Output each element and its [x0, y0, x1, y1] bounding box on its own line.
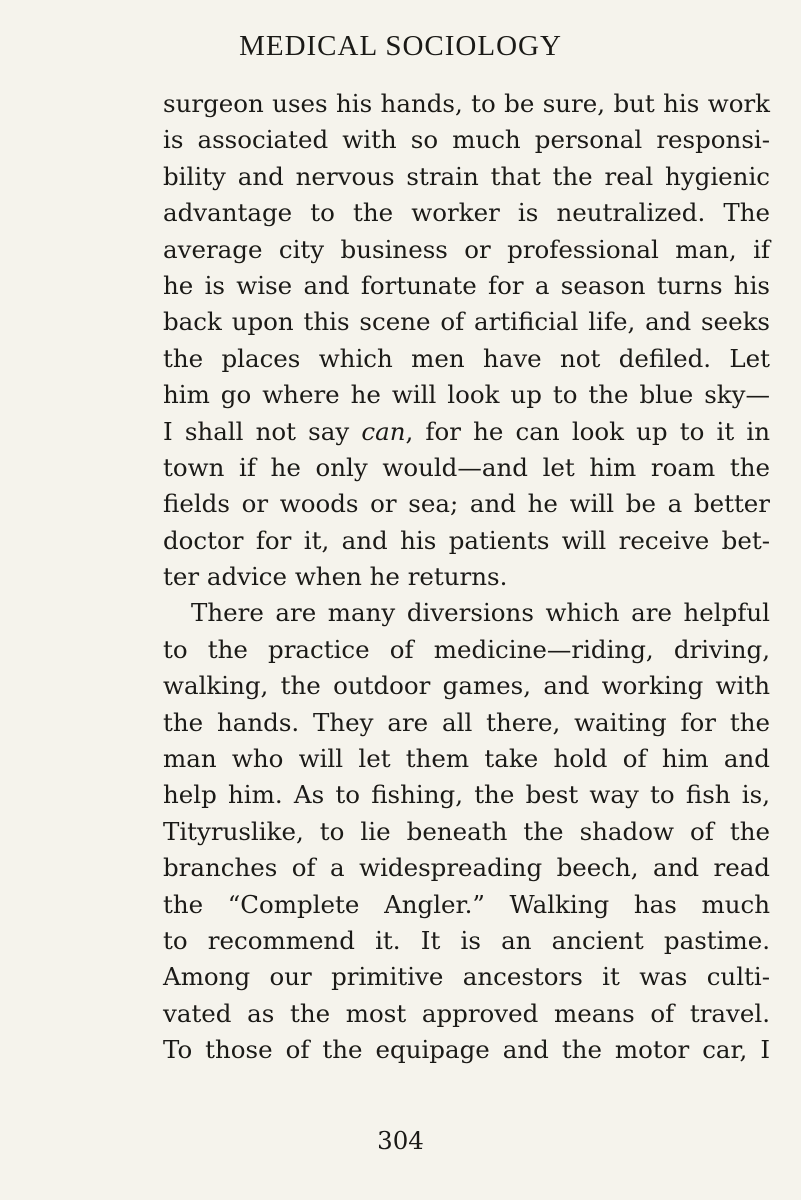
- body-text: [163, 86, 770, 1069]
- text-line: average city business or professional man, if: [163, 234, 770, 264]
- text-line: the hands. They are all there, waiting for the: [163, 707, 770, 737]
- text-line: man who will let them take hold of him and: [163, 744, 770, 774]
- text-line: doctor for it, and his patients will receive bet-: [163, 525, 770, 555]
- text-line: to recommend it. It is an ancient pastime.: [163, 925, 770, 955]
- running-head: MEDICAL SOCIOLOGY: [239, 30, 562, 62]
- text-line: Among our primitive ancestors it was culti-: [163, 962, 770, 992]
- text-line: Tityruslike, to lie beneath the shadow of the: [163, 816, 770, 846]
- text-line: to the practice of medicine—riding, driving,: [163, 634, 770, 664]
- text-line: the “Complete Angler.” Walking has much: [163, 889, 770, 919]
- text-line: vated as the most approved means of travel.: [163, 998, 770, 1028]
- text-line: ter advice when he returns.: [163, 562, 508, 592]
- text-line: walking, the outdoor games, and working with: [163, 671, 770, 701]
- text-line: the places which men have not defiled. Let: [163, 343, 770, 373]
- text-line: town if he only would—and let him roam the: [163, 452, 770, 482]
- text-line: surgeon uses his hands, to be sure, but his work: [163, 89, 770, 118]
- text-line-with-italic: [163, 414, 770, 450]
- text-line: back upon this scene of artificial life, and seeks: [163, 307, 770, 337]
- paragraph-start-line: There are many diversions which are helpful: [191, 598, 770, 628]
- text-line: him go where he will look up to the blue sky—: [163, 380, 770, 410]
- text-line: To those of the equipage and the motor car, I: [163, 1035, 770, 1065]
- text-line: branches of a widespreading beech, and read: [163, 853, 770, 883]
- text-segment: I shall not say: [163, 416, 350, 446]
- italic-word: can: [361, 416, 406, 446]
- text-line: he is wise and fortunate for a season turns his: [163, 270, 770, 300]
- page-number: 304: [377, 1126, 424, 1155]
- text-line: help him. As to fishing, the best way to fish is,: [163, 780, 770, 810]
- text-line: advantage to the worker is neutralized. The: [163, 198, 770, 228]
- text-line: bility and nervous strain that the real hygienic: [163, 161, 770, 191]
- text-segment: , for he can look up to it in: [405, 416, 770, 446]
- text-line: is associated with so much personal responsi-: [163, 125, 770, 155]
- text-line: fields or woods or sea; and he will be a better: [163, 489, 770, 519]
